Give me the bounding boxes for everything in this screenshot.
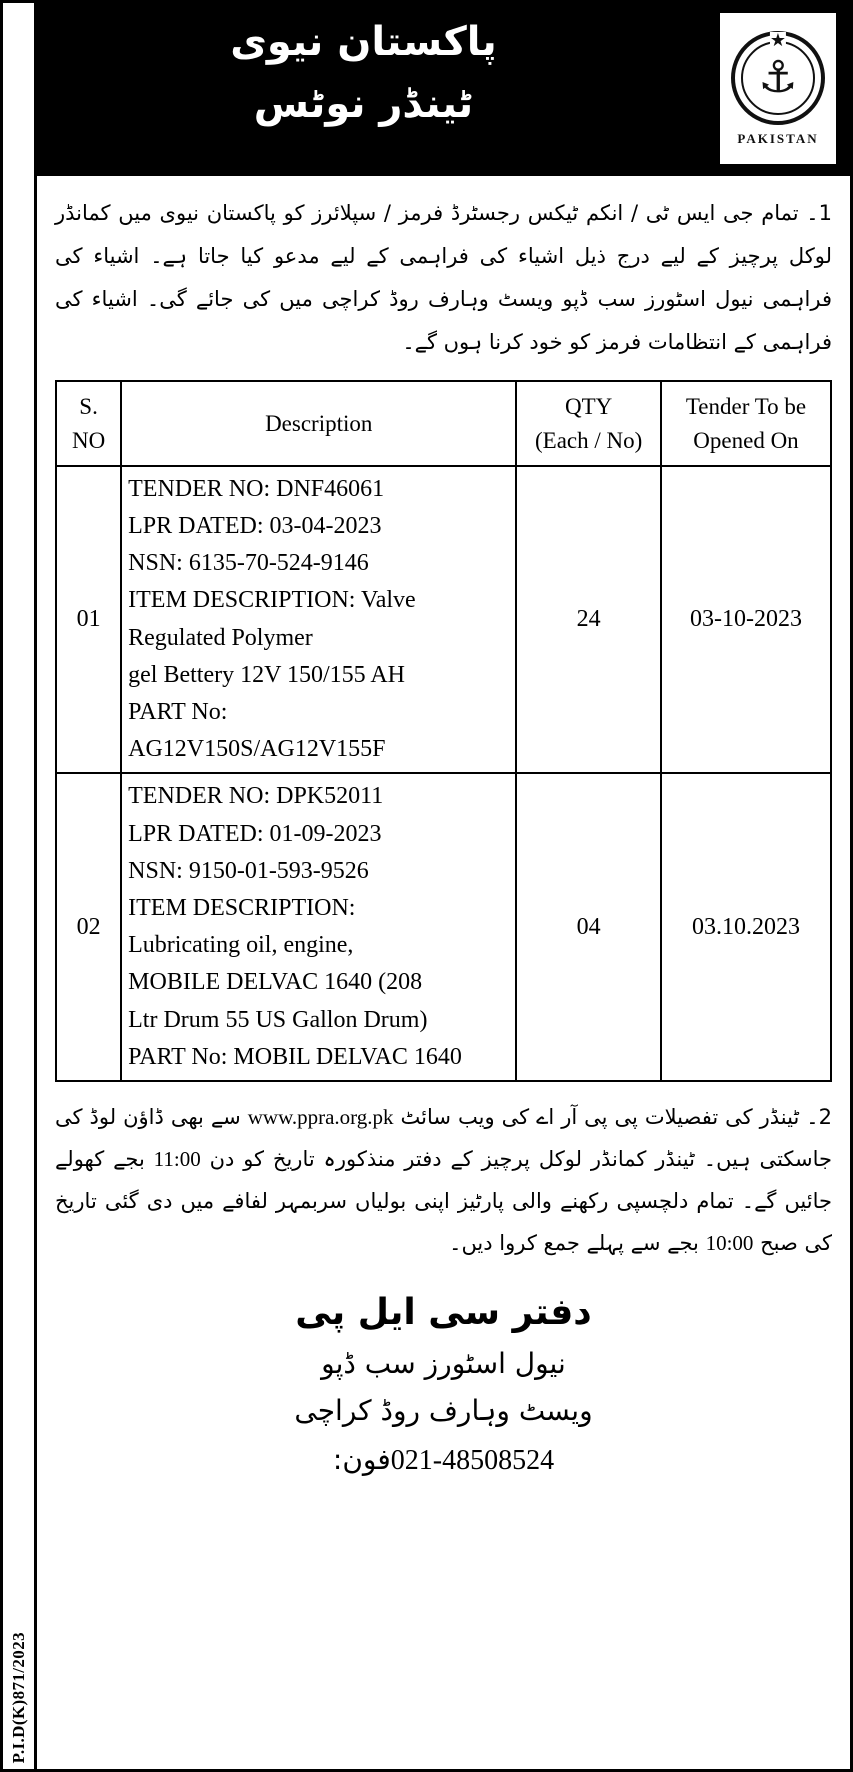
header-titles (37, 15, 690, 131)
notes-line2-post: بجے کھولے جائیں گے۔ تمام دلچسپی رکھنے والی پارٹیز اپنی بولیاں سربمہر لفافے میں دی گئی تاریخ کی صبح (55, 1146, 832, 1255)
column-header-qty (516, 381, 661, 466)
desc-line: gel Bettery 12V 150/155 AH (128, 661, 406, 688)
row-sno: 01 (56, 466, 121, 774)
footer-address-line1: نیول اسٹورز سب ڈپو (321, 1347, 566, 1381)
table-header-row (56, 381, 831, 466)
desc-line: Ltr Drum 55 US Gallon Drum) (128, 1006, 428, 1033)
footer-phone-label: فون: (332, 1442, 391, 1476)
notes-line1-pre: 2۔ ٹینڈر کی تفصیلات پی پی آر اے کی ویب سائٹ (400, 1104, 832, 1129)
desc-line: ITEM DESCRIPTION: (128, 894, 356, 921)
desc-line: AG12V150S/AG12V155F (128, 736, 386, 763)
footer-office-title: دفتر سی ایل پی (295, 1291, 592, 1333)
desc-line: LPR DATED: 03-04-2023 (128, 513, 382, 540)
desc-line: PART No: (128, 699, 228, 725)
crest-circle (731, 31, 825, 125)
footer-phone (55, 1436, 832, 1485)
intro-paragraph: 1۔ تمام جی ایس ٹی / انکم ٹیکس رجسٹرڈ فرمز / سپلائرز کو پاکستان نیوی میں کمانڈر لوکل پرچیز کے لیے درج ذیل اشیاء کی فراہمی کے لیے مدعو کیا جاتا ہے۔ اشیاء کی فراہمی نیول اسٹورز سب ڈپو ویسٹ وہارف روڈ کراچی میں کی جائے گی۔ اشیاء کی فراہمی کے انتظامات فرمز کو خود کرنا ہوں گے۔ (55, 201, 832, 355)
column-header-date-line1: Tender To be (685, 394, 807, 420)
footer-phone-number: 021-48508524 (390, 1444, 555, 1476)
notes-paragraph (37, 1082, 850, 1270)
desc-line: LPR DATED: 01-09-2023 (128, 820, 382, 847)
pid-strip (3, 3, 37, 1769)
column-header-date-line2: Opened On (693, 427, 799, 453)
desc-line: NSN: 6135-70-524-9146 (128, 550, 369, 577)
desc-line: TENDER NO: DPK52011 (128, 783, 384, 810)
notes-line3-post: بجے سے پہلے جمع کروا دیں۔ (449, 1230, 699, 1255)
desc-line: NSN: 9150-01-593-9526 (128, 857, 369, 884)
tender-table (55, 380, 832, 1082)
row-opened-on: 03-10-2023 (661, 466, 831, 774)
crest-label: PAKISTAN (737, 130, 819, 146)
header-title-tender-notice: ٹینڈر نوٹس (253, 81, 474, 127)
pid-text: P.I.D(K)871/2023 (8, 1631, 28, 1763)
table-row (56, 773, 831, 1081)
column-header-qty-line1: QTY (565, 394, 613, 420)
document-footer (37, 1270, 850, 1503)
bid-submit-time: 10:00 (705, 1230, 754, 1255)
row-qty: 24 (516, 466, 661, 774)
row-opened-on: 03.10.2023 (661, 773, 831, 1081)
column-header-sno-line2: NO (71, 427, 106, 453)
navy-crest-icon (718, 11, 838, 166)
anchor-icon: ⚓ (758, 51, 798, 103)
star-icon: ★ (769, 29, 787, 51)
column-header-description: Description (121, 381, 516, 466)
desc-line: Lubricating oil, engine, (128, 932, 354, 959)
desc-line: ITEM DESCRIPTION: Valve (128, 587, 416, 614)
column-header-sno (56, 381, 121, 466)
column-header-qty-line2: (Each / No) (535, 427, 643, 453)
row-qty: 04 (516, 773, 661, 1081)
table-row (56, 466, 831, 774)
row-sno: 02 (56, 773, 121, 1081)
row-description (121, 466, 516, 774)
desc-line: PART No: MOBIL DELVAC 1640 (128, 1043, 462, 1070)
row-description (121, 773, 516, 1081)
document-content (37, 3, 850, 1769)
document-header (37, 3, 850, 176)
ppra-website-link[interactable]: www.ppra.org.pk (247, 1104, 394, 1129)
header-title-navy: پاکستان نیوی (230, 19, 497, 65)
desc-line: TENDER NO: DNF46061 (128, 475, 385, 502)
desc-line: MOBILE DELVAC 1640 (208 (128, 969, 423, 996)
footer-address-line2: ویسٹ وہارف روڈ کراچی (294, 1393, 593, 1427)
column-header-sno-line1: S. (79, 394, 98, 420)
column-header-opened-on (661, 381, 831, 466)
desc-line: Regulated Polymer (128, 624, 313, 651)
tender-open-time: 11:00 (153, 1146, 201, 1171)
notes-line1-post: سے بھی ڈاؤن لوڈ کی جاسکتی ہیں۔ ٹینڈر کمانڈر لوکل پرچیز کے دفتر منذکورہ تاریخ کو دن (55, 1104, 832, 1171)
